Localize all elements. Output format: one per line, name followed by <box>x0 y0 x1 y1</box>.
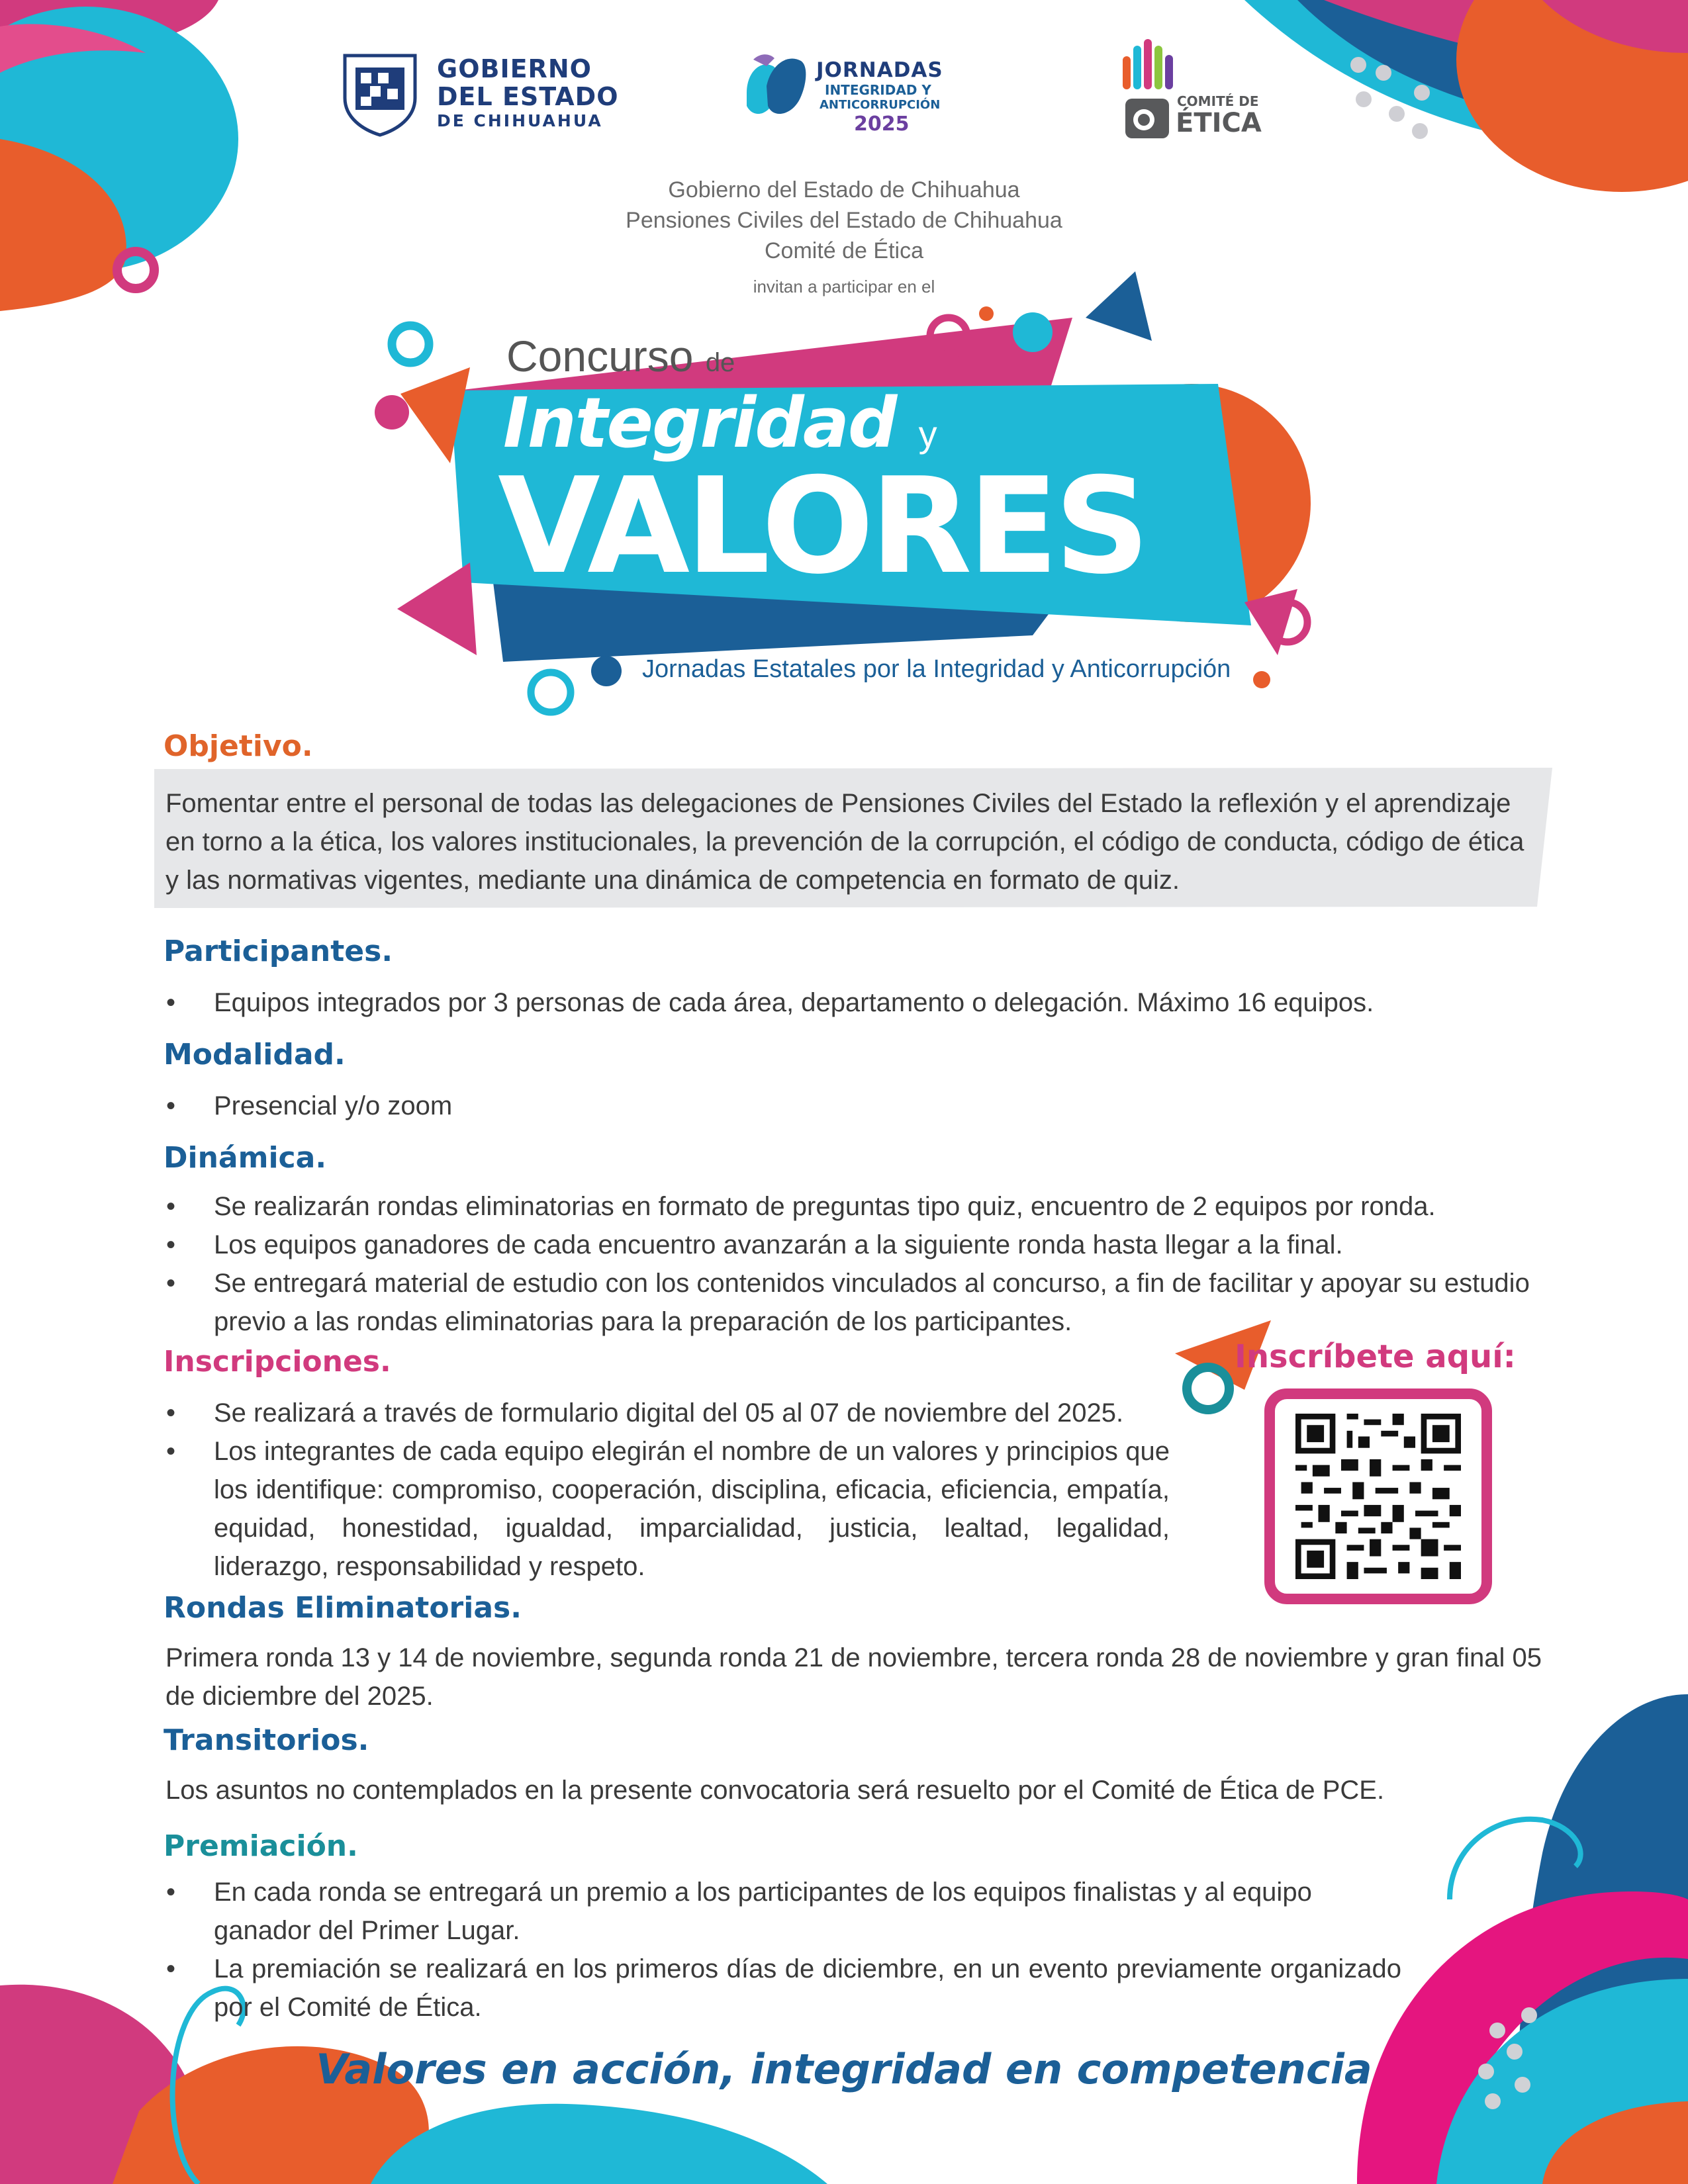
camera-box-icon <box>1124 95 1170 141</box>
logo-gobierno-line1: GOBIERNO <box>437 54 592 83</box>
list-item: • Los equipos ganadores de cada encuentro avanzarán a la siguiente ronda hasta llegar a la final. <box>164 1226 1540 1264</box>
logo-gobierno-line2: DEL ESTADO <box>437 82 619 111</box>
dot-cyan-title <box>1013 312 1053 352</box>
title-subtitle: Jornadas Estatales por la Integridad y Anticorrupción <box>642 655 1231 683</box>
logo-gobierno-line3: DE CHIHUAHUA <box>437 111 603 130</box>
triangle-magenta-left <box>397 563 477 655</box>
premiacion-list <box>164 1873 1401 2026</box>
list-item: • Se realizarán rondas eliminatorias en formato de preguntas tipo quiz, encuentro de 2 equipos por ronda. <box>164 1187 1540 1226</box>
list-item: • En cada ronda se entregará un premio a los participantes de los equipos finalistas y al equipo ganador del Primer Lugar. <box>164 1873 1401 1950</box>
ring-cyan-title <box>392 326 429 363</box>
list-item: • Se realizará a través de formulario digital del 05 al 07 de noviembre del 2025. <box>164 1394 1170 1432</box>
logo-jornadas-line2: INTEGRIDAD Y <box>825 82 931 98</box>
list-item: • La premiación se realizará en los primeros días de diciembre, en un evento previamente organizado por el Comité de Ética. <box>164 1950 1401 2026</box>
title-concurso <box>506 331 735 381</box>
hands-icon <box>740 46 813 126</box>
title-word1: Integridad <box>503 383 896 463</box>
title-pre: Concurso <box>506 332 694 381</box>
logo-gobierno <box>341 46 632 139</box>
logo-comite-line1: COMITÉ DE <box>1177 93 1259 109</box>
heading-modalidad: Modalidad. <box>164 1038 346 1071</box>
list-item: • Se entregará material de estudio con los contenidos vinculados al concurso, a fin de facilitar y apoyar su estudio previo a las rondas eliminatorias para la preparación de los participantes. <box>164 1264 1540 1341</box>
logo-jornadas-year: 2025 <box>854 113 910 136</box>
heading-premiacion: Premiación. <box>164 1829 358 1863</box>
heading-participantes: Participantes. <box>164 934 393 968</box>
heading-objetivo: Objetivo. <box>164 729 313 763</box>
logo-jornadas-line1: JORNADAS <box>816 58 943 82</box>
heading-rondas: Rondas Eliminatorias. <box>164 1591 522 1625</box>
list-item: • Presencial y/o zoom <box>164 1087 1521 1125</box>
organizer-line-2: Pensiones Civiles del Estado de Chihuahua <box>626 208 1062 233</box>
dinamica-list <box>164 1187 1540 1341</box>
logo-comite-line2: ÉTICA <box>1176 108 1262 138</box>
slogan: Valores en acción, integridad en competencia <box>316 2045 1372 2093</box>
organizer-line-3: Comité de Ética <box>765 238 923 263</box>
heading-transitorios: Transitorios. <box>164 1723 369 1757</box>
title-de: de <box>705 348 735 377</box>
qr-code-icon <box>1291 1414 1466 1579</box>
logo-jornadas <box>740 40 965 146</box>
raised-hands-icon <box>1119 36 1178 96</box>
ring-teal-qr <box>1187 1367 1229 1410</box>
logo-comite <box>1119 36 1278 149</box>
modalidad-list <box>164 1087 1521 1125</box>
rondas-text: Primera ronda 13 y 14 de noviembre, segunda ronda 21 de noviembre, tercera ronda 28 de noviembre y gran final 05 de diciembre del 2025. <box>165 1643 1542 1711</box>
invite-text: invitan a participar en el <box>753 277 935 296</box>
qr-code[interactable] <box>1264 1388 1492 1604</box>
blob-bottom-cyan <box>371 2104 827 2184</box>
title-valores: VALORES <box>498 449 1146 604</box>
organizer-line-1: Gobierno del Estado de Chihuahua <box>668 177 1020 203</box>
inscripciones-list <box>164 1394 1170 1586</box>
dot-orange-right <box>1253 671 1270 688</box>
heading-inscripciones: Inscripciones. <box>164 1345 391 1379</box>
participantes-list <box>164 983 1521 1022</box>
ring-cyan-bottom <box>531 672 571 712</box>
qr-label: Inscríbete aquí: <box>1235 1338 1516 1375</box>
dot-navy-bottom <box>591 656 622 686</box>
transitorios-text: Los asuntos no contemplados en la presente convocatoria será resuelto por el Comité de Ética de PCE. <box>165 1776 1385 1805</box>
objetivo-text: Fomentar entre el personal de todas las delegaciones de Pensiones Civiles del Estado la reflexión y el aprendizaje en torno a la ética, los valores institucionales, la prevención de la corrupción, el código de conducta, código de ética y las normativas vigentes, mediante una dinámica de competencia en formato de quiz. <box>165 789 1524 895</box>
title-y: y <box>918 413 936 455</box>
dot-orange-title <box>979 306 994 321</box>
shield-icon <box>341 52 419 138</box>
list-item: • Los integrantes de cada equipo elegirán el nombre de un valores y principios que los identifique: compromiso, cooperación, disciplina, eficacia, eficiencia, empatía, equidad, honestidad, igualdad, imparcialidad, justicia, lealtad, legalidad, liderazgo, responsabilidad y respeto. <box>164 1432 1170 1586</box>
dot-magenta-title <box>375 395 409 430</box>
list-item: • Equipos integrados por 3 personas de cada área, departamento o delegación. Máximo 16 equipos. <box>164 983 1521 1022</box>
logo-jornadas-line3: ANTICORRUPCIÓN <box>820 98 941 112</box>
heading-dinamica: Dinámica. <box>164 1141 327 1175</box>
